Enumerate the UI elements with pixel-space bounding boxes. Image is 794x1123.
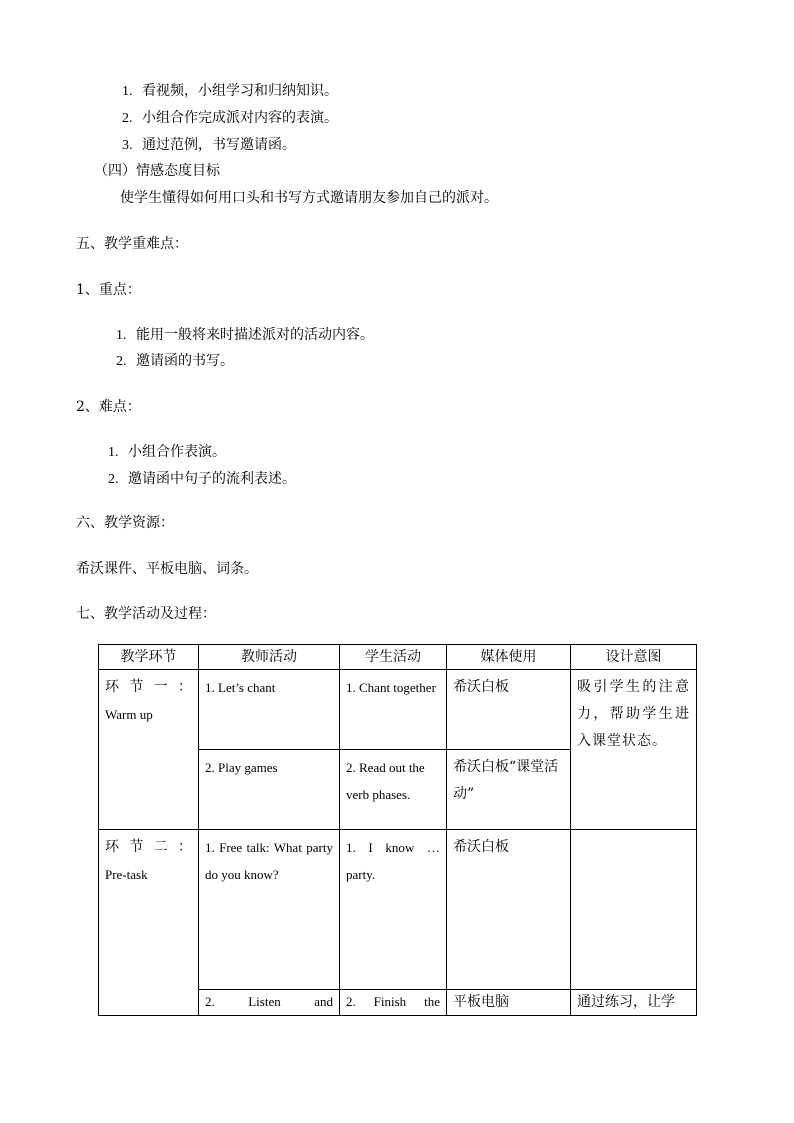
teacher-activity: 1. Let’s chant xyxy=(199,670,340,750)
stage-name: 环节二： xyxy=(105,839,192,855)
key-point-2 xyxy=(116,352,234,371)
list-text: 看视频，小组学习和归纳知识。 xyxy=(142,83,338,99)
media-cell: 希沃白板“课堂活动” xyxy=(447,750,571,830)
table-row xyxy=(99,670,697,750)
student-activity: 1. I know … party. xyxy=(340,830,447,990)
list-text: 小组合作完成派对内容的表演。 xyxy=(142,110,338,126)
table-row xyxy=(99,830,697,990)
list-text: 通过范例，书写邀请函。 xyxy=(142,137,296,153)
emotion-text: 使学生懂得如何用口头和书写方式邀请朋友参加自己的派对。 xyxy=(120,190,498,206)
teacher-activity: 2. Play games xyxy=(199,750,340,830)
intent-cell: 通过练习，让学 xyxy=(571,990,697,1016)
list-number: 2. xyxy=(122,111,133,126)
stage-name: 环节一： xyxy=(105,679,192,695)
skill-item-1 xyxy=(122,82,338,101)
header-student: 学生活动 xyxy=(340,645,447,670)
stage-name-en: Warm up xyxy=(105,707,153,722)
list-text: 邀请函中句子的流利表述。 xyxy=(128,471,296,487)
key-point-1 xyxy=(116,326,374,345)
media-cell: 平板电脑 xyxy=(447,990,571,1016)
media-cell: 希沃白板 xyxy=(447,670,571,750)
header-media: 媒体使用 xyxy=(447,645,571,670)
header-teacher: 教师活动 xyxy=(199,645,340,670)
resources-text: 希沃课件、平板电脑、词条。 xyxy=(76,561,258,577)
skill-item-3 xyxy=(122,136,296,155)
intent-cell xyxy=(571,830,697,990)
student-activity: 2. Read out the verb phases. xyxy=(340,750,447,830)
section5-heading: 五、教学重难点： xyxy=(76,236,188,252)
list-number: 2. xyxy=(116,354,127,369)
stage-name-en: Pre-task xyxy=(105,867,148,882)
stage-cell xyxy=(99,830,199,1016)
teacher-activity: 2. Listen and xyxy=(199,990,340,1016)
student-activity: 2. Finish the xyxy=(340,990,447,1016)
teacher-activity: 1. Free talk: What party do you know? xyxy=(199,830,340,990)
list-number: 1. xyxy=(122,84,133,99)
header-intent: 设计意图 xyxy=(571,645,697,670)
difficult-points-heading: 2、难点： xyxy=(76,399,141,415)
difficult-point-1 xyxy=(108,443,226,462)
key-points-heading: 1、重点： xyxy=(76,282,141,298)
list-number: 1. xyxy=(116,328,127,343)
stage-cell xyxy=(99,670,199,830)
list-text: 小组合作表演。 xyxy=(128,444,226,460)
list-text: 邀请函的书写。 xyxy=(136,353,234,369)
list-number: 3. xyxy=(122,138,133,153)
section7-heading: 七、教学活动及过程： xyxy=(76,606,216,622)
list-text: 能用一般将来时描述派对的活动内容。 xyxy=(136,327,374,343)
skill-item-2 xyxy=(122,109,338,128)
table-header-row xyxy=(99,645,697,670)
list-number: 2. xyxy=(108,472,119,487)
list-number: 1. xyxy=(108,445,119,460)
media-cell: 希沃白板 xyxy=(447,830,571,990)
header-stage: 教学环节 xyxy=(99,645,199,670)
intent-cell: 吸引学生的注意力，帮助学生进入课堂状态。 xyxy=(571,670,697,830)
student-activity: 1. Chant together xyxy=(340,670,447,750)
section6-heading: 六、教学资源： xyxy=(76,515,174,531)
emotion-heading: （四）情感态度目标 xyxy=(94,163,220,179)
activity-table xyxy=(98,644,697,1016)
difficult-point-2 xyxy=(108,470,296,489)
